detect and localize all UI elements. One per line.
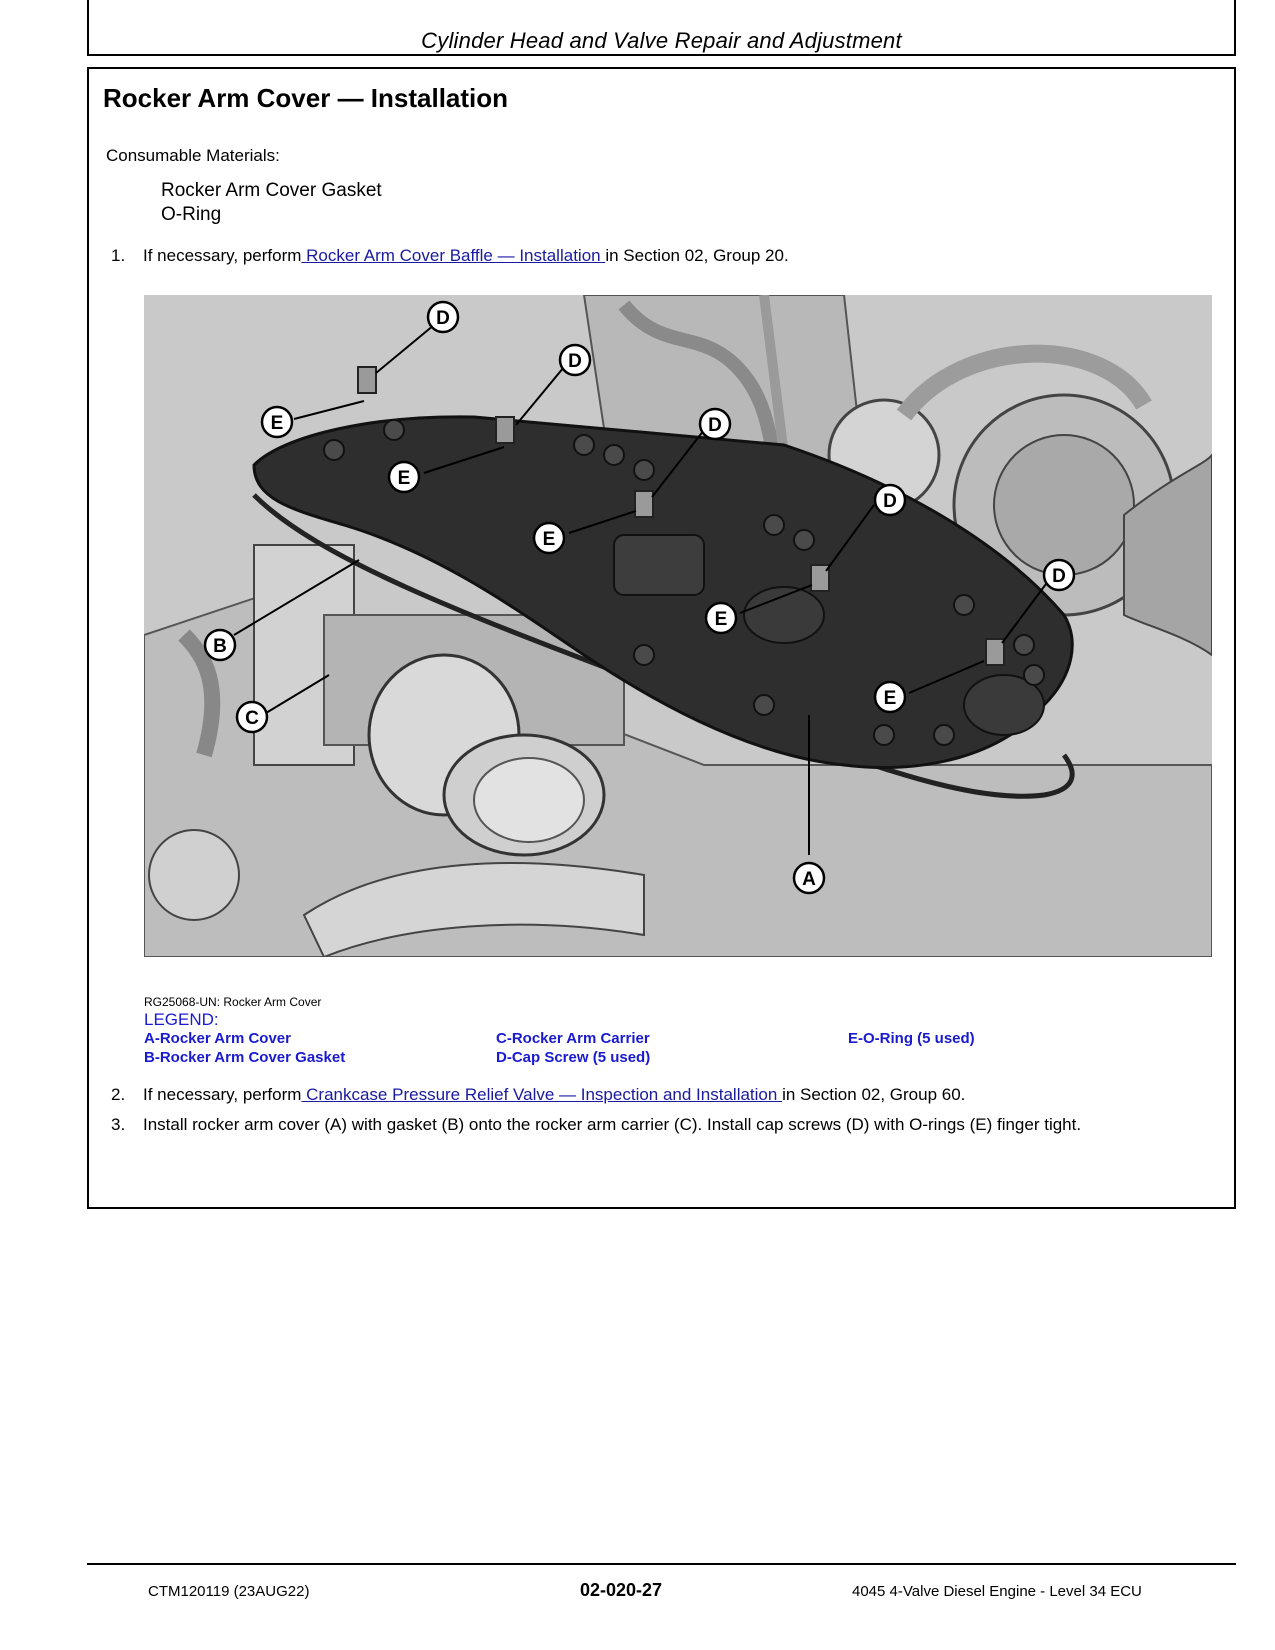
material-gasket: Rocker Arm Cover Gasket	[161, 180, 382, 201]
svg-text:E: E	[542, 529, 556, 550]
footer-page-number: 02-020-27	[580, 1580, 663, 1600]
callout-d-3	[700, 409, 730, 439]
svg-text:D: D	[436, 308, 450, 329]
consumable-materials-label: Consumable Materials:	[106, 146, 280, 165]
page-header	[87, 0, 1236, 56]
legend-item-e: E-O-Ring (5 used)	[848, 1030, 975, 1047]
svg-text:D: D	[1052, 566, 1066, 587]
callout-a	[794, 863, 824, 893]
svg-text:D: D	[708, 415, 722, 436]
callout-e-4	[706, 603, 736, 633]
callout-c	[237, 702, 267, 732]
rocker-arm-cover-figure	[144, 295, 1212, 957]
legend-title: LEGEND:	[144, 1010, 219, 1029]
engine-illustration	[144, 295, 1212, 957]
step-number: 1.	[111, 246, 126, 265]
step-2	[111, 1085, 965, 1105]
callout-d-1	[428, 302, 458, 332]
svg-text:C: C	[245, 708, 259, 729]
legend-item-c: C-Rocker Arm Carrier	[496, 1030, 650, 1047]
svg-text:D: D	[568, 351, 582, 372]
callout-e-5	[875, 682, 905, 712]
step-3	[111, 1115, 1081, 1135]
footer-doc-id: CTM120119 (23AUG22)	[148, 1583, 310, 1600]
svg-text:E: E	[883, 688, 897, 709]
callout-d-5	[1044, 560, 1074, 590]
step-text: If necessary, perform	[143, 1085, 302, 1104]
callout-e-3	[534, 523, 564, 553]
svg-text:E: E	[270, 413, 284, 434]
callout-e-2	[389, 462, 419, 492]
step-1	[111, 246, 789, 266]
footer-divider	[87, 1563, 1236, 1565]
step-text: in Section 02, Group 60.	[782, 1085, 966, 1104]
material-o-ring: O-Ring	[161, 204, 222, 225]
step-text: in Section 02, Group 20.	[605, 246, 789, 265]
step-number: 3.	[111, 1115, 126, 1134]
legend-item-d: D-Cap Screw (5 used)	[496, 1049, 651, 1066]
step-text: If necessary, perform	[143, 246, 302, 265]
legend-item-a: A-Rocker Arm Cover	[144, 1030, 291, 1047]
section-title: Rocker Arm Cover — Installation	[103, 83, 509, 113]
content-box	[87, 67, 1236, 1209]
svg-text:D: D	[883, 491, 897, 512]
svg-text:B: B	[213, 636, 227, 657]
svg-text:E: E	[397, 468, 411, 489]
svg-text:E: E	[714, 609, 728, 630]
footer-engine-title: 4045 4-Valve Diesel Engine - Level 34 ECU	[852, 1583, 1142, 1600]
step-text: Install rocker arm cover (A) with gasket (B) onto the rocker arm carrier (C). Install cap screws (D) with O-rings (E) finger tight.	[143, 1115, 1082, 1134]
link-crankcase-pressure-relief-valve[interactable]: Crankcase Pressure Relief Valve — Inspection and Installation	[301, 1085, 783, 1104]
callout-e-1	[262, 407, 292, 437]
step-number: 2.	[111, 1085, 126, 1104]
svg-text:A: A	[802, 869, 816, 890]
callout-d-4	[875, 485, 905, 515]
figure-caption: RG25068-UN: Rocker Arm Cover	[144, 995, 322, 1009]
callout-b	[205, 630, 235, 660]
header-title: Cylinder Head and Valve Repair and Adjustment	[421, 28, 902, 53]
callout-d-2	[560, 345, 590, 375]
link-rocker-arm-cover-baffle[interactable]: Rocker Arm Cover Baffle — Installation	[301, 246, 606, 265]
legend-item-b: B-Rocker Arm Cover Gasket	[144, 1049, 346, 1066]
